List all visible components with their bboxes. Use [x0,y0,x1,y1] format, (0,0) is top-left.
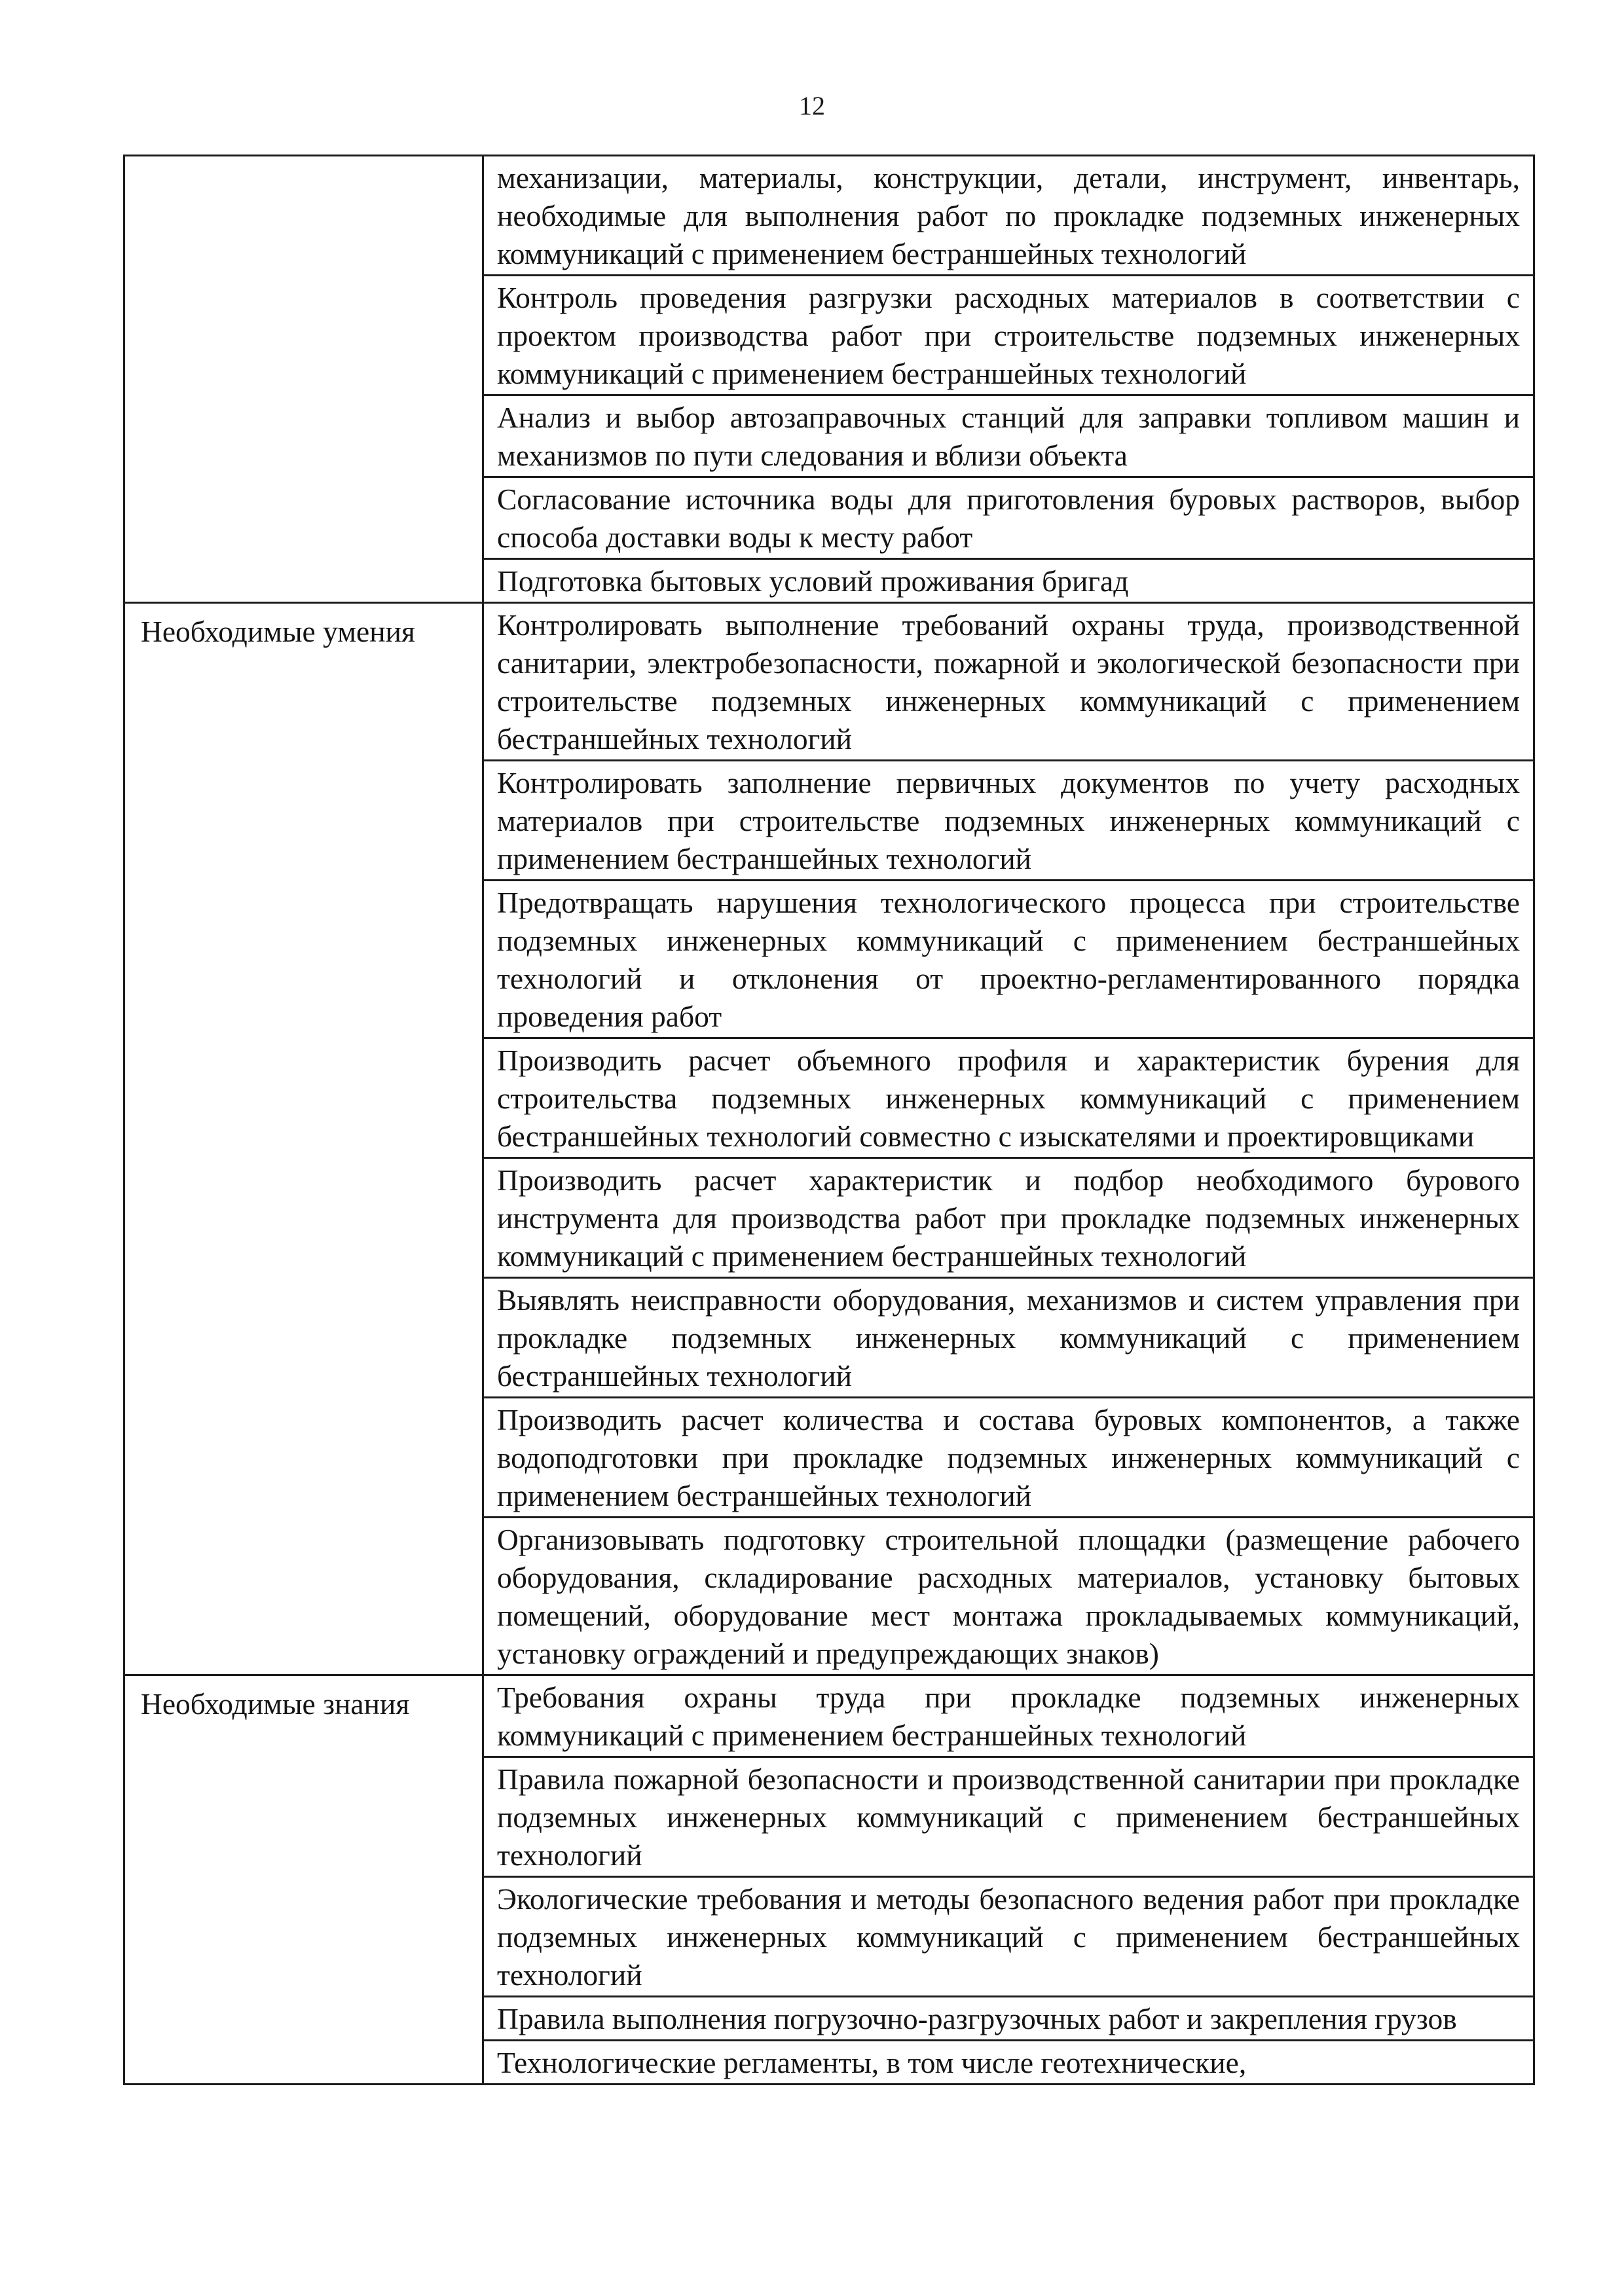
table-row [124,603,1534,761]
requirements-table [123,155,1535,2085]
item-cell [483,1158,1534,1278]
table-row [124,156,1534,276]
label-cell-skills [124,603,483,1675]
item-cell [483,156,1534,276]
item-text: Технологические регламенты, в том числе геотехнические, [497,2046,1247,2079]
item-cell [483,1675,1534,1757]
item-text: Выявлять неисправности оборудования, механизмов и систем управления при прокладке подземных инженерных коммуникаций с применением бестраншейных технологий [497,1283,1520,1393]
page-number: 12 [799,91,825,120]
item-cell [483,1877,1534,1997]
item-cell [483,603,1534,761]
item-cell [483,881,1534,1038]
label-cell [124,156,483,603]
item-text: Контролировать заполнение первичных документов по учету расходных материалов при строительстве подземных инженерных коммуникаций с применением бестраншейных технологий [497,766,1520,875]
item-cell [483,761,1534,881]
item-cell [483,1757,1534,1877]
item-text: Требования охраны труда при прокладке подземных инженерных коммуникаций с применением бестраншейных технологий [497,1681,1520,1752]
item-text: Правила выполнения погрузочно-разгрузочных работ и закрепления грузов [497,2002,1457,2035]
item-text: Экологические требования и методы безопасного ведения работ при прокладке подземных инженерных коммуникаций с применением бестраншейных технологий [497,1882,1520,1992]
item-cell [483,1997,1534,2041]
item-text: Производить расчет объемного профиля и характеристик бурения для строительства подземных инженерных коммуникаций с применением бестраншейных технологий совместно с изыскателями и проектировщиками [497,1044,1520,1153]
item-cell [483,395,1534,477]
item-cell [483,1038,1534,1158]
item-text: механизации, материалы, конструкции, детали, инструмент, инвентарь, необходимые для выполнения работ по прокладке подземных инженерных коммуникаций с применением бестраншейных технологий [497,161,1520,270]
skills-label: Необходимые умения [141,615,415,648]
item-text: Производить расчет характеристик и подбор необходимого бурового инструмента для производства работ при прокладке подземных инженерных коммуникаций с применением бестраншейных технологий [497,1163,1520,1273]
item-cell [483,1518,1534,1675]
item-cell [483,477,1534,559]
item-cell [483,1398,1534,1518]
item-cell [483,276,1534,395]
item-text: Правила пожарной безопасности и производственной санитарии при прокладке подземных инженерных коммуникаций с применением бестраншейных технологий [497,1762,1520,1872]
item-text: Предотвращать нарушения технологического процесса при строительстве подземных инженерных коммуникаций с применением бестраншейных технологий и отклонения от проектно-регламентированного порядка проведения работ [497,886,1520,1033]
item-text: Контроль проведения разгрузки расходных материалов в соответствии с проектом производства работ при строительстве подземных инженерных коммуникаций с применением бестраншейных технологий [497,281,1520,390]
label-cell-knowledge [124,1675,483,2085]
item-text: Контролировать выполнение требований охраны труда, производственной санитарии, электробезопасности, пожарной и экологической безопасности при строительстве подземных инженерных коммуникаций с применением бестраншейных технологий [497,608,1520,756]
knowledge-label: Необходимые знания [141,1687,410,1721]
item-cell [483,559,1534,603]
item-cell [483,2041,1534,2085]
table-row [124,1675,1534,1757]
item-text: Анализ и выбор автозаправочных станций для заправки топливом машин и механизмов по пути следования и вблизи объекта [497,401,1520,472]
item-text: Подготовка бытовых условий проживания бригад [497,564,1129,598]
item-text: Согласование источника воды для приготовления буровых растворов, выбор способа доставки воды к месту работ [497,483,1520,554]
item-text: Производить расчет количества и состава буровых компонентов, а также водоподготовки при прокладке подземных инженерных коммуникаций с применением бестраншейных технологий [497,1403,1520,1512]
item-cell [483,1278,1534,1398]
item-text: Организовывать подготовку строительной площадки (размещение рабочего оборудования, складирование расходных материалов, установку бытовых помещений, оборудование мест монтажа прокладываемых коммуникаций, установку ограждений и предупреждающих знаков) [497,1523,1520,1670]
